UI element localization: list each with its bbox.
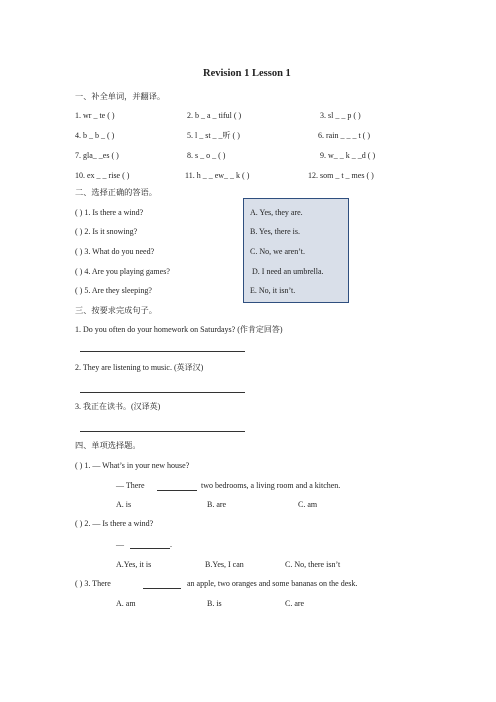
choice-question-2: ( ) 2. — Is there a wind? — [75, 519, 154, 528]
word-item-7: 7. gla_ _es ( ) — [75, 151, 119, 160]
match-question-2: ( ) 2. Is it snowing? — [75, 227, 138, 236]
q1-line2-start: — There — [116, 481, 145, 490]
q2-option-a: A.Yes, it is — [116, 560, 152, 569]
q2-option-c: C. No, there isn’t — [285, 560, 341, 569]
word-item-6: 6. rain _ _ _ t ( ) — [318, 131, 370, 140]
answer-line-3[interactable] — [80, 431, 245, 432]
word-item-11: 11. h _ _ ew_ _ k ( ) — [185, 171, 250, 180]
sentence-task-2: 2. They are listening to music. (英译汉) — [75, 363, 204, 372]
word-item-4: 4. b _ b _ ( ) — [75, 131, 115, 140]
match-question-3: ( ) 3. What do you need? — [75, 247, 155, 256]
q2-line2-start: — — [116, 540, 124, 549]
word-item-5: 5. l _ st _ _听 ( ) — [187, 131, 240, 140]
section1-heading: 一、补全单词，并翻译。 — [75, 92, 166, 101]
match-question-1: ( ) 1. Is there a wind? — [75, 208, 144, 217]
choice-question-1: ( ) 1. — What’s in your new house? — [75, 461, 190, 470]
match-answer-b: B. Yes, there is. — [250, 227, 301, 236]
match-answer-c: C. No, we aren’t. — [250, 247, 305, 256]
match-answer-e: E. No, it isn’t. — [250, 286, 296, 295]
word-item-2: 2. b _ a _ tiful ( ) — [187, 111, 242, 120]
word-item-8: 8. s _ o _ ( ) — [187, 151, 226, 160]
sentence-task-1: 1. Do you often do your homework on Saturdays? (作肯定回答) — [75, 325, 283, 334]
match-answer-d: D. I need an umbrella. — [252, 267, 324, 276]
q1-blank[interactable] — [157, 490, 197, 491]
section4-heading: 四、单项选择题。 — [75, 441, 141, 450]
q3-option-c: C. are — [285, 599, 305, 608]
word-item-1: 1. wr _ te ( ) — [75, 111, 115, 120]
answer-line-2[interactable] — [80, 392, 245, 393]
q3-option-a: A. am — [116, 599, 136, 608]
q3-blank[interactable] — [143, 588, 181, 589]
q1-line2-end: two bedrooms, a living room and a kitchen. — [201, 481, 341, 490]
section2-heading: 二、选择正确的答语。 — [75, 188, 157, 197]
q2-blank[interactable] — [130, 548, 170, 549]
q3-stem-end: an apple, two oranges and some bananas on the desk. — [187, 579, 358, 588]
word-item-9: 9. w_ _ k _ _d ( ) — [320, 151, 376, 160]
q2-option-b: B.Yes, I can — [205, 560, 244, 569]
q1-option-b: B. are — [207, 500, 227, 509]
match-question-5: ( ) 5. Are they sleeping? — [75, 286, 152, 295]
match-question-4: ( ) 4. Are you playing games? — [75, 267, 170, 276]
q1-option-c: C. am — [298, 500, 318, 509]
word-item-10: 10. ex _ _ rise ( ) — [75, 171, 130, 180]
answer-line-1[interactable] — [80, 351, 245, 352]
section3-heading: 三、按要求完成句子。 — [75, 306, 157, 315]
sentence-task-3: 3. 我正在读书。(汉译英) — [75, 402, 161, 411]
word-item-12: 12. som _ t _ mes ( ) — [308, 171, 374, 180]
match-answer-a: A. Yes, they are. — [250, 208, 303, 217]
word-item-3: 3. sl _ _ p ( ) — [320, 111, 361, 120]
q2-line2-end: . — [170, 540, 172, 549]
q3-option-b: B. is — [207, 599, 222, 608]
page-title: Revision 1 Lesson 1 — [203, 68, 291, 79]
choice-question-3: ( ) 3. There — [75, 579, 111, 588]
q1-option-a: A. is — [116, 500, 132, 509]
